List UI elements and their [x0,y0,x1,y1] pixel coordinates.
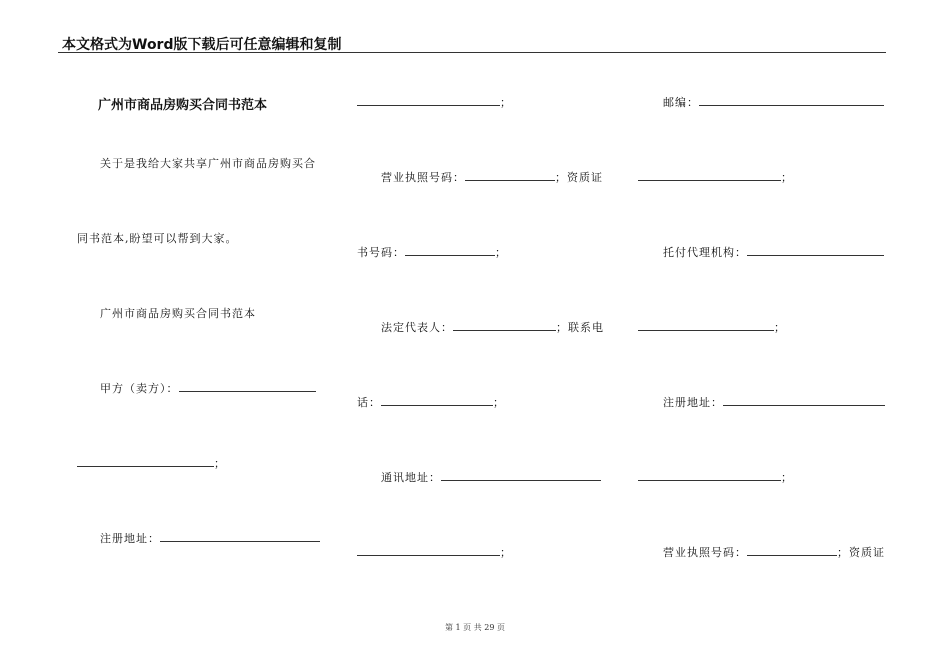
reg-addr-label: 注册地址： [100,532,160,545]
tel-label: 话： [357,396,381,409]
mail-addr-field [381,469,601,485]
license-label: 营业执照号码： [663,546,747,559]
agent-label: 托付代理机构： [663,246,747,259]
agent-field [663,244,884,260]
document-title: 广州市商品房购买合同书范本 [98,98,268,113]
reg-addr-label: 注册地址： [663,396,723,409]
seller-blank-2[interactable] [77,456,214,467]
semicolon: ； [500,546,512,559]
contact-tel-label: ；联系电 [556,321,604,334]
seller-field [100,380,316,396]
semicolon: ； [774,321,786,334]
mail-addr-blank[interactable] [441,470,601,481]
agent-blank[interactable] [747,245,884,256]
semicolon: ； [493,396,505,409]
legal-rep-field [381,319,604,335]
license-blank[interactable] [465,170,555,181]
reg-addr-blank[interactable] [723,395,885,406]
seller-continued [77,455,226,471]
document-header: 本文格式为Word版下载后可任意编辑和复制 [62,37,342,53]
col3-line-2 [638,169,793,185]
semicolon: ； [214,457,226,470]
legal-rep-blank[interactable] [453,320,556,331]
license-field [381,169,603,185]
reg-addr-blank[interactable] [160,531,320,542]
qualification-label: ；资质证 [837,546,885,559]
blank[interactable] [357,545,500,556]
intro-line-1: 关于是我给大家共享广州市商品房购买合 [100,157,316,170]
legal-rep-label: 法定代表人： [381,321,453,334]
postcode-label: 邮编： [663,96,699,109]
tel-field [357,394,505,410]
reg-addr-field-2 [663,394,885,410]
semicolon: ； [781,471,793,484]
blank[interactable] [638,170,781,181]
header-rule [58,52,886,53]
seller-label: 甲方（卖方）： [100,382,179,395]
qualification-label: ；资质证 [555,171,603,184]
col3-line-4 [638,319,786,335]
reg-addr-field [100,530,320,546]
semicolon: ； [500,96,512,109]
license-field-2 [663,544,885,560]
mail-addr-label: 通讯地址： [381,471,441,484]
postcode-blank[interactable] [699,95,884,106]
postcode-field [663,94,884,110]
blank[interactable] [638,470,781,481]
license-blank[interactable] [747,545,837,556]
blank[interactable] [357,95,500,106]
blank[interactable] [638,320,774,331]
col2-line-1 [357,94,512,110]
page-footer: 第 1 页 共 29 页 [445,623,505,632]
col2-line-last [357,544,512,560]
cert-label: 书号码： [357,246,405,259]
seller-blank[interactable] [179,381,316,392]
cert-field [357,244,507,260]
subtitle: 广州市商品房购买合同书范本 [100,307,256,320]
license-label: 营业执照号码： [381,171,465,184]
semicolon: ； [495,246,507,259]
col3-line-6 [638,469,793,485]
cert-blank[interactable] [405,245,495,256]
intro-line-2: 同书范本,盼望可以帮到大家。 [77,232,238,245]
semicolon: ； [781,171,793,184]
tel-blank[interactable] [381,395,493,406]
